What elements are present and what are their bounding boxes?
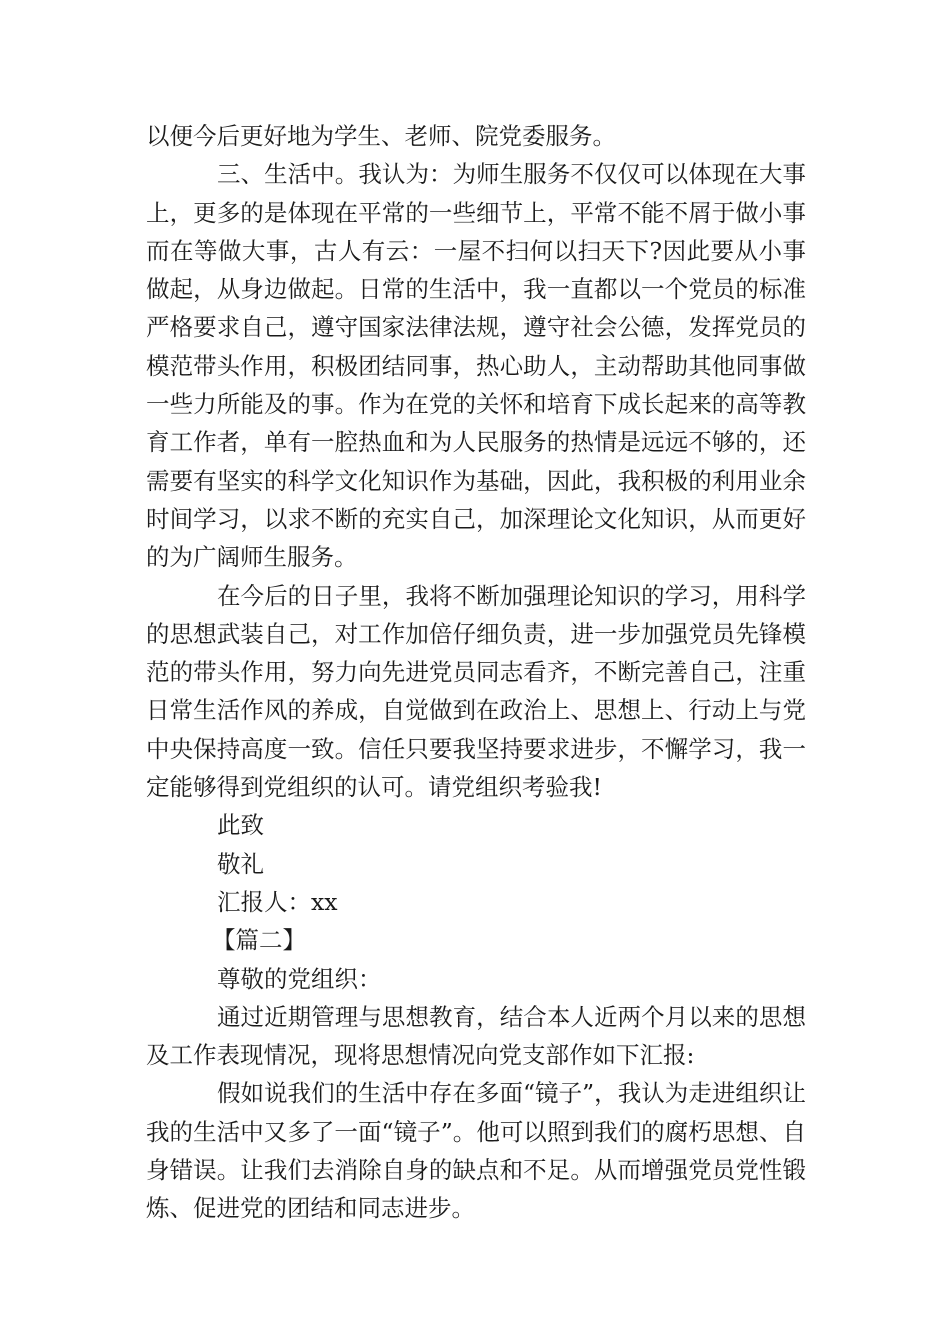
signature-line: 汇报人：xx [217,887,338,916]
paragraph-life-section: 三、生活中。我认为：为师生服务不仅仅可以体现在大事上，更多的是体现在平常的一些细节上，平常不能不屑于做小事而在等做大事，古人有云：一屋不扫何以扫天下?因此要从小事做起，从身边做起。日常的生活中，我一直都以一个党员的标准严格要求自己，遵守国家法律法规，遵守社会公德，发挥党员的模范带头作用，积极团结同事，热心助人，主动帮助其他同事做一些力所能及的事。作为在党的关怀和培育下成长起来的高等教育工作者，单有一腔热血和为人民服务的热情是远远不够的，还需要有坚实的科学文化知识作为基础，因此，我积极的利用业余时间学习，以求不断的充实自己，加深理论文化知识，从而更好的为广阔师生服务。 [146,160,806,572]
paragraph-mirror: 假如说我们的生活中存在多面“镜子”，我认为走进组织让我的生活中又多了一面“镜子”。他可以照到我们的腐朽思想、自身错误。让我们去消除自身的缺点和不足。从而增强党员党性锻炼、促进党的团结和同志进步。 [146,1079,806,1223]
paragraph-future-plans: 在今后的日子里，我将不断加强理论知识的学习，用科学的思想武装自己，对工作加倍仔细负责，进一步加强党员先锋模范的带头作用，努力向先进党员同志看齐，不断完善自己，注重日常生活作风的养成，自觉做到在政治上、思想上、行动上与党中央保持高度一致。信任只要我坚持要求进步，不懈学习，我一定能够得到党组织的认可。请党组织考验我! [146,581,806,802]
closing-greeting: 此致 [217,811,264,840]
document-body [146,117,806,1228]
closing-salute: 敬礼 [217,849,264,878]
section-heading: 【篇二】 [212,926,306,955]
paragraph-continuation: 以便今后更好地为学生、老师、院党委服务。 [146,122,616,150]
paragraph-report-intro: 通过近期管理与思想教育，结合本人近两个月以来的思想及工作表现情况，现将思想情况向党支部作如下汇报: [146,1002,806,1070]
salutation: 尊敬的党组织： [217,964,382,993]
